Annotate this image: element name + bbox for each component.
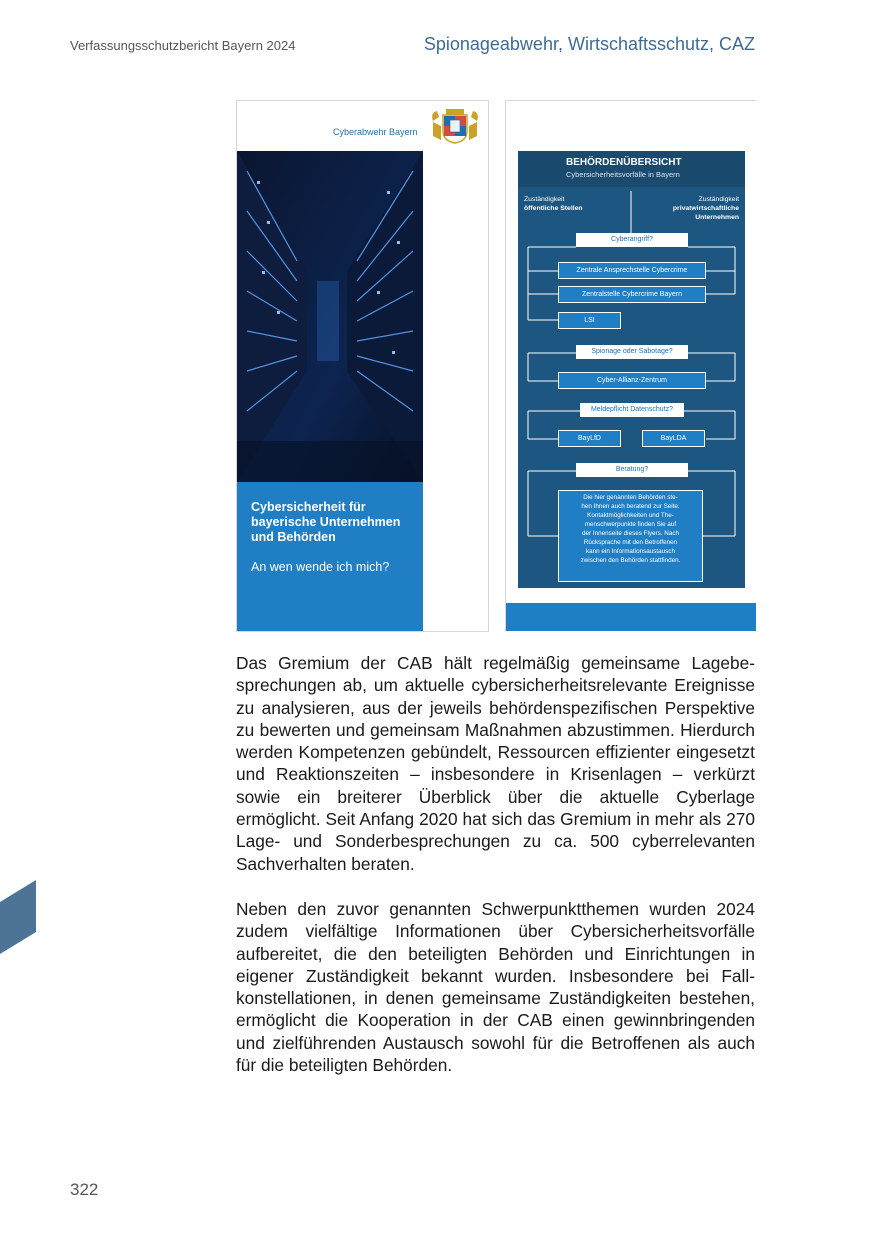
flyer-front-cover [236, 100, 489, 632]
diagram-title: BEHÖRDENÜBERSICHT [566, 157, 682, 168]
box-baylfd: BayLfD [558, 430, 621, 447]
diagram-subtitle: Cybersicherheitsvorfälle in Bayern [566, 170, 680, 179]
info-box: Die hier genannten Behörden ste- hen Ihnen auch beratend zur Seite. Kontaktmöglichkeiten und The- menschwerpunkte finden Sie auf der Innenseite dieses Flyers. Nach Rücksprache mit den Betroffenen kann ein Informationsaustausch zwischen den Behörden stattfinden. [558, 490, 703, 582]
question-beratung: Beratung? [576, 463, 688, 477]
box-lsi: LSI [558, 312, 621, 329]
box-cyber-allianz-zentrum: Cyber-Allianz-Zentrum [558, 372, 706, 389]
body-paragraph-2: Neben den zuvor genannten Schwerpunktthemen wurden 2024 zudem vielfältige Informationen über Cybersicherheitsvorfälle aufbereitet, die den beteiligten Behörden und Einrichtungen in eigener Zuständigkeit bekannt wurden. Insbesondere bei Fallkonstellationen, in denen gemeinsame Zuständigkeiten bestehen, ermöglicht die Kooperation in der CAB einen gewinnbringenden und zielführenden Austausch sowohl für die Betroffenen als auch für die beteiligten Behörden. [236, 899, 755, 1076]
running-header-left: Verfassungsschutzbericht Bayern 2024 [70, 38, 296, 53]
server-room-photo [237, 151, 423, 482]
left-column-label: Zuständigkeit öffentliche Stellen [524, 196, 583, 212]
page-number: 322 [70, 1180, 99, 1199]
flyer-brand: Cyberabwehr Bayern [333, 127, 418, 137]
flyer-title: Cybersicherheit für bayerische Unternehmen und Behörden [251, 500, 401, 544]
question-cyberattack: Cyberangriff? [576, 233, 688, 247]
chapter-tab-marker [0, 880, 36, 954]
flyer-back-cover [505, 100, 756, 631]
question-spionage: Spionage oder Sabotage? [576, 345, 688, 359]
flyer-back-bottom-bar [506, 603, 756, 631]
body-paragraph-1: Das Gremium der CAB hält regelmäßig gemeinsame Lagebesprechungen ab, um aktuelle cybersicherheitsrelevante Ereignisse zu analysieren, aus der jeweils behördenspezifischen Perspektive zu bewerten und gemeinsam Maßnahmen abzustimmen. Hierdurch werden Kompetenzen gebündelt, Ressourcen effizienter eingesetzt und Reaktionszeiten – insbesondere in Krisenlagen – verkürzt sowie ein breiterer Überblick über die aktuelle Cyberlage ermöglicht. Seit Anfang 2020 hat sich das Gremium in mehr als 270 Lage- und Sonderbesprechungen zu ca. 500 cyberrelevanten Sachverhalten beraten. [236, 653, 755, 874]
right-column-label: Zuständigkeit privatwirtschaftliche Unternehmen [672, 196, 739, 221]
box-zentralstelle-cybercrime: Zentralstelle Cybercrime Bayern [558, 286, 706, 303]
box-zentrale-ansprechstelle: Zentrale Ansprechstelle Cybercrime [558, 262, 706, 279]
flyer-title-band [237, 482, 423, 631]
authority-overview-diagram [518, 151, 745, 588]
flyer-question: An wen wende ich mich? [251, 560, 390, 574]
bavarian-coat-of-arms-icon [429, 107, 481, 145]
box-baylda: BayLDA [642, 430, 705, 447]
running-header-right: Spionageabwehr, Wirtschaftsschutz, CAZ [423, 34, 755, 54]
question-datenschutz: Meldepflicht Datenschutz? [580, 403, 684, 417]
